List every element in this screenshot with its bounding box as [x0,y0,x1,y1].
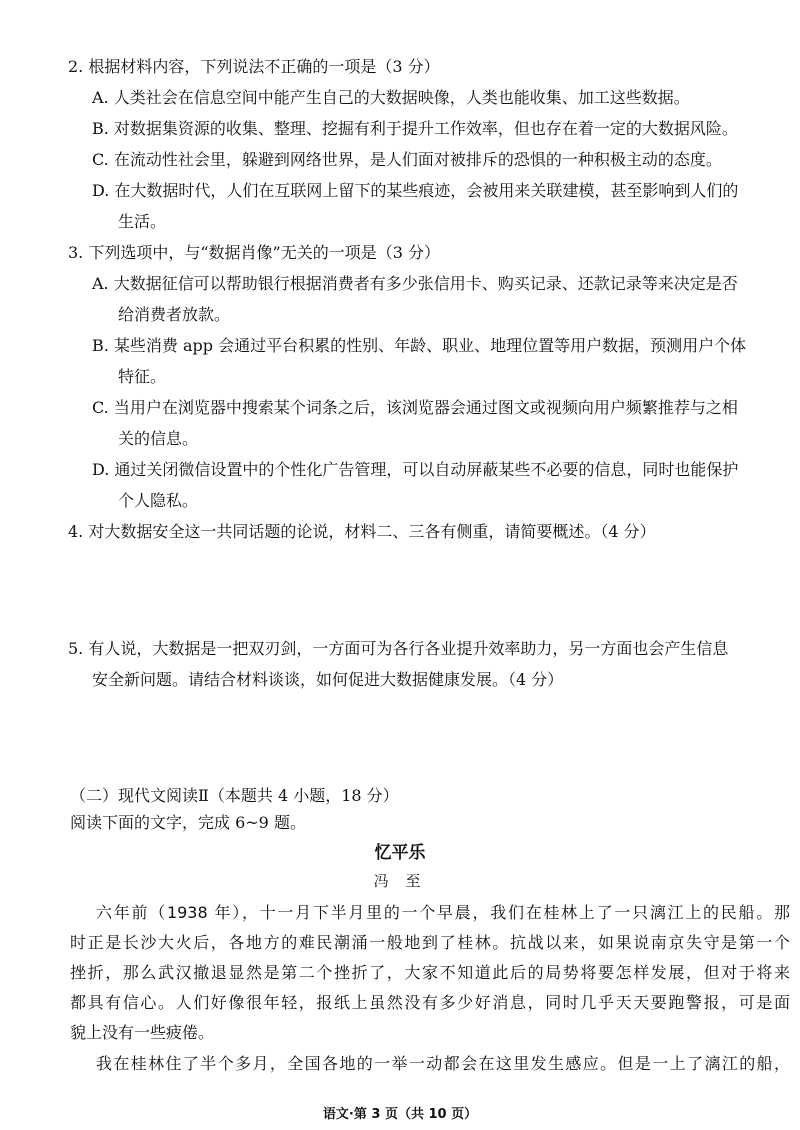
q5-stem-cont: 安全新问题。请结合材料谈谈，如何促进大数据健康发展。（4 分） [92,670,564,689]
q3-option-b: B. 某些消费 app 会通过平台积累的性别、年龄、职业、地理位置等用户数据，预测用户个体 [92,336,747,355]
paragraph-2-line-1: 我在桂林住了半个多月，全国各地的一举一动都会在这里发生感应。但是一上了漓江的船， [96,1054,790,1073]
q3-option-b-cont: 特征。 [118,367,167,386]
article-author: 冯 至 [373,872,427,890]
paragraph-1-line-1: 六年前（1938 年），十一月下半月里的一个早晨，我们在桂林上了一只漓江上的民船。那 [96,903,790,922]
page-footer: 语文·第 3 页（共 10 页） [322,1107,478,1122]
q3-option-d-cont: 个人隐私。 [118,491,199,510]
paragraph-1-line-3: 挫折，那么武汉撤退显然是第二个挫折了，大家不知道此后的局势将要怎样发展，但对于将来 [70,963,790,982]
section-heading: （二）现代文阅读Ⅱ（本题共 4 小题，18 分） [70,786,399,805]
q3-stem: 3. 下列选项中，与“数据肖像”无关的一项是（3 分） [68,243,440,262]
q2-option-c: C. 在流动性社会里，躲避到网络世界，是人们面对被排斥的恐惧的一种积极主动的态度。 [92,150,722,169]
q3-option-d: D. 通过关闭微信设置中的个性化广告管理，可以自动屏蔽某些不必要的信息，同时也能保护 [92,460,739,479]
paragraph-1-line-4: 都具有信心。人们好像很年轻，报纸上虽然没有多少好消息，同时几乎天天要跑警报，可是面 [70,993,790,1012]
paragraph-1-line-5: 貌上没有一些疲倦。 [70,1023,215,1042]
q2-option-a: A. 人类社会在信息空间中能产生自己的大数据映像，人类也能收集、加工这些数据。 [92,88,690,107]
article-title: 忆平乐 [374,843,426,863]
q3-option-a-cont: 给消费者放款。 [118,305,231,324]
section-instruction: 阅读下面的文字，完成 6~9 题。 [70,813,306,832]
q2-option-d-cont: 生活。 [118,212,167,231]
q5-stem: 5. 有人说，大数据是一把双刃剑，一方面可为各行各业提升效率助力，另一方面也会产生信息 [68,639,729,658]
q2-option-d: D. 在大数据时代，人们在互联网上留下的某些痕迹，会被用来关联建模，甚至影响到人们的 [92,181,739,200]
q3-option-c-cont: 关的信息。 [118,429,199,448]
q3-option-a: A. 大数据征信可以帮助银行根据消费者有多少张信用卡、购买记录、还款记录等来决定是否 [92,274,738,293]
paragraph-1-line-2: 时正是长沙大火后，各地方的难民潮涌一般地到了桂林。抗战以来，如果说南京失守是第一个 [70,933,790,952]
q2-option-b: B. 对数据集资源的收集、整理、挖掘有利于提升工作效率，但也存在着一定的大数据风险。 [92,119,738,138]
q3-option-c: C. 当用户在浏览器中搜索某个词条之后，该浏览器会通过图文或视频向用户频繁推荐与之相 [92,398,738,417]
q4-stem: 4. 对大数据安全这一共同话题的论说，材料二、三各有侧重，请简要概述。（4 分） [68,522,656,541]
q2-stem: 2. 根据材料内容，下列说法不正确的一项是（3 分） [68,57,440,76]
